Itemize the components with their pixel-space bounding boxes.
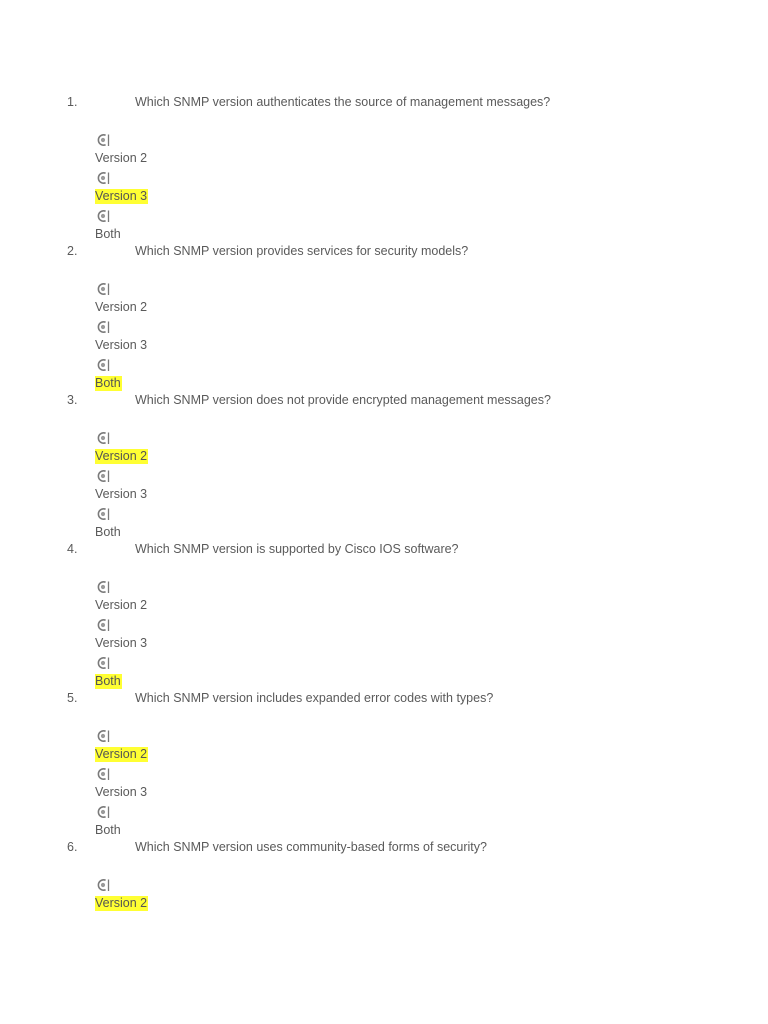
question-line bbox=[0, 392, 768, 408]
answer-option[interactable] bbox=[95, 132, 395, 170]
question-line bbox=[0, 94, 768, 110]
answer-label-highlighted[interactable]: Version 3 bbox=[95, 189, 148, 203]
answer-label-highlighted[interactable]: Both bbox=[95, 376, 121, 390]
radio-button-icon[interactable] bbox=[95, 877, 111, 893]
answer-option[interactable] bbox=[95, 579, 395, 617]
radio-button-icon[interactable] bbox=[95, 468, 111, 484]
answer-option[interactable] bbox=[95, 430, 395, 468]
question-line bbox=[0, 541, 768, 557]
answer-option[interactable] bbox=[95, 357, 395, 395]
radio-button-icon[interactable] bbox=[95, 170, 111, 186]
question-text: Which SNMP version uses community-based forms of security? bbox=[135, 840, 487, 854]
radio-button-icon[interactable] bbox=[95, 281, 111, 297]
radio-button-icon[interactable] bbox=[95, 430, 111, 446]
answer-label[interactable]: Version 3 bbox=[95, 636, 148, 650]
answer-label[interactable]: Version 3 bbox=[95, 487, 148, 501]
question-text: Which SNMP version does not provide encrypted management messages? bbox=[135, 393, 551, 407]
radio-button-icon[interactable] bbox=[95, 804, 111, 820]
answer-label-highlighted[interactable]: Both bbox=[95, 674, 121, 688]
answer-option[interactable] bbox=[95, 617, 395, 655]
answer-option[interactable] bbox=[95, 319, 395, 357]
radio-button-icon[interactable] bbox=[95, 132, 111, 148]
radio-button-icon[interactable] bbox=[95, 319, 111, 335]
answer-label-highlighted[interactable]: Version 2 bbox=[95, 449, 148, 463]
answer-label[interactable]: Version 3 bbox=[95, 338, 148, 352]
answer-label[interactable]: Version 2 bbox=[95, 300, 148, 314]
answer-label[interactable]: Both bbox=[95, 525, 121, 539]
radio-button-icon[interactable] bbox=[95, 617, 111, 633]
answer-label-highlighted[interactable]: Version 2 bbox=[95, 747, 148, 761]
question-block bbox=[0, 839, 768, 989]
question-text: Which SNMP version includes expanded error codes with types? bbox=[135, 691, 494, 705]
answer-option[interactable] bbox=[95, 281, 395, 319]
answer-label[interactable]: Both bbox=[95, 227, 121, 241]
answer-option[interactable] bbox=[95, 468, 395, 506]
answer-option[interactable] bbox=[95, 170, 395, 208]
question-number: 4. bbox=[67, 542, 78, 556]
question-block bbox=[0, 690, 768, 840]
question-block bbox=[0, 94, 768, 244]
answer-option[interactable] bbox=[95, 877, 395, 915]
answer-option[interactable] bbox=[95, 804, 395, 842]
answer-label[interactable]: Version 2 bbox=[95, 151, 148, 165]
question-number: 6. bbox=[67, 840, 78, 854]
answer-label[interactable]: Both bbox=[95, 823, 121, 837]
question-line bbox=[0, 690, 768, 706]
answer-option[interactable] bbox=[95, 208, 395, 246]
radio-button-icon[interactable] bbox=[95, 579, 111, 595]
radio-button-icon[interactable] bbox=[95, 208, 111, 224]
answer-label-highlighted[interactable]: Version 2 bbox=[95, 896, 148, 910]
answer-label[interactable]: Version 2 bbox=[95, 598, 148, 612]
question-block bbox=[0, 392, 768, 542]
question-text: Which SNMP version authenticates the source of management messages? bbox=[135, 95, 551, 109]
question-number: 1. bbox=[67, 95, 78, 109]
answer-option[interactable] bbox=[95, 506, 395, 544]
question-line bbox=[0, 839, 768, 855]
question-text: Which SNMP version provides services for security models? bbox=[135, 244, 469, 258]
radio-button-icon[interactable] bbox=[95, 506, 111, 522]
question-number: 5. bbox=[67, 691, 78, 705]
question-block bbox=[0, 541, 768, 691]
question-line bbox=[0, 243, 768, 259]
radio-button-icon[interactable] bbox=[95, 655, 111, 671]
question-number: 2. bbox=[67, 244, 78, 258]
answer-label[interactable]: Version 3 bbox=[95, 785, 148, 799]
question-text: Which SNMP version is supported by Cisco IOS software? bbox=[135, 542, 459, 556]
radio-button-icon[interactable] bbox=[95, 728, 111, 744]
radio-button-icon[interactable] bbox=[95, 766, 111, 782]
answer-option[interactable] bbox=[95, 655, 395, 693]
radio-button-icon[interactable] bbox=[95, 357, 111, 373]
question-number: 3. bbox=[67, 393, 78, 407]
answer-option[interactable] bbox=[95, 728, 395, 766]
question-block bbox=[0, 243, 768, 393]
answer-option[interactable] bbox=[95, 766, 395, 804]
